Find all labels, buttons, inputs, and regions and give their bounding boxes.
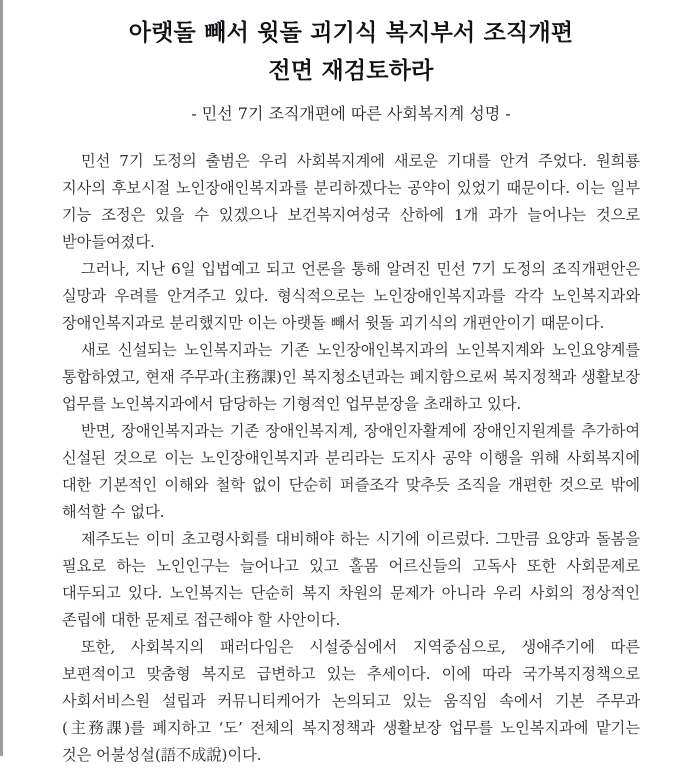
document-subtitle: - 민선 7기 조직개편에 따른 사회복지계 성명 - xyxy=(191,104,511,123)
document-title-block xyxy=(62,0,640,126)
body-paragraph-4: 반면, 장애인복지과는 기존 장애인복지계, 장애인자활계에 장애인지원계를 추가하여 신설된 것으로 이는 노인장애인복지과 분리라는 도지사 공약 이행을 위해 사회복지에 대한 기본적인 이해와 철학 없이 단순히 퍼즐조각 맞추듯 조직을 개편한 것으로 밖에 해석할 수 없다. xyxy=(62,422,640,521)
body-paragraph-6: 또한, 사회복지의 패러다임은 시설중심에서 지역중심으로, 생애주기에 따른 보편적이고 맞춤형 복지로 급변하고 있는 추세이다. 이에 따라 국가복지정책으로 사회서비스원 설립과 커뮤니티케어가 논의되고 있는 움직임 속에서 기본 주무과(主務課)를 폐지하고 ‘도’ 전체의 복지정책과 생활보장 업무를 노인복지과에 맡기는 것은 어불성설(語不成說)이다. xyxy=(62,638,640,764)
document-body xyxy=(62,148,640,769)
body-paragraph-3: 새로 신설되는 노인복지과는 기존 노인장애인복지과의 노인복지계와 노인요양계를 통합하였고, 현재 주무과(主務課)인 복지청소년과는 폐지함으로써 복지정책과 생활보장 업무를 노인복지과에서 담당하는 기형적인 업무분장을 초래하고 있다. xyxy=(62,341,640,413)
body-paragraph-2: 그러나, 지난 6일 입법예고 되고 언론을 통해 알려진 민선 7기 도정의 조직개편안은 실망과 우려를 안겨주고 있다. 형식적으로는 노인장애인복지과를 각각 노인복지과와 장애인복지과로 분리했지만 이는 아랫돌 빼서 윗돌 괴기식의 개편안이기 때문이다. xyxy=(62,260,640,332)
body-paragraph-1: 민선 7기 도정의 출범은 우리 사회복지계에 새로운 기대를 안겨 주었다. 원희룡 지사의 후보시절 노인장애인복지과를 분리하겠다는 공약이 있었기 때문이다. 이는 일부 기능 조정은 있을 수 있겠으나 보건복지여성국 산하에 1개 과가 늘어나는 것으로 받아들여졌다. xyxy=(62,152,640,251)
body-paragraph-5: 제주도는 이미 초고령사회를 대비해야 하는 시기에 이르렀다. 그만큼 요양과 돌봄을 필요로 하는 노인인구는 늘어나고 있고 홀몸 어르신들의 고독사 또한 사회문제로 대두되고 있다. 노인복지는 단순히 복지 차원의 문제가 아니라 우리 사회의 정상적인 존립에 대한 문제로 접근해야 할 사안이다. xyxy=(62,530,640,629)
page-title-line-2: 전면 재검토하라 xyxy=(268,57,434,84)
page-title-line-1: 아랫돌 빼서 윗돌 괴기식 복지부서 조직개편 xyxy=(128,19,574,46)
